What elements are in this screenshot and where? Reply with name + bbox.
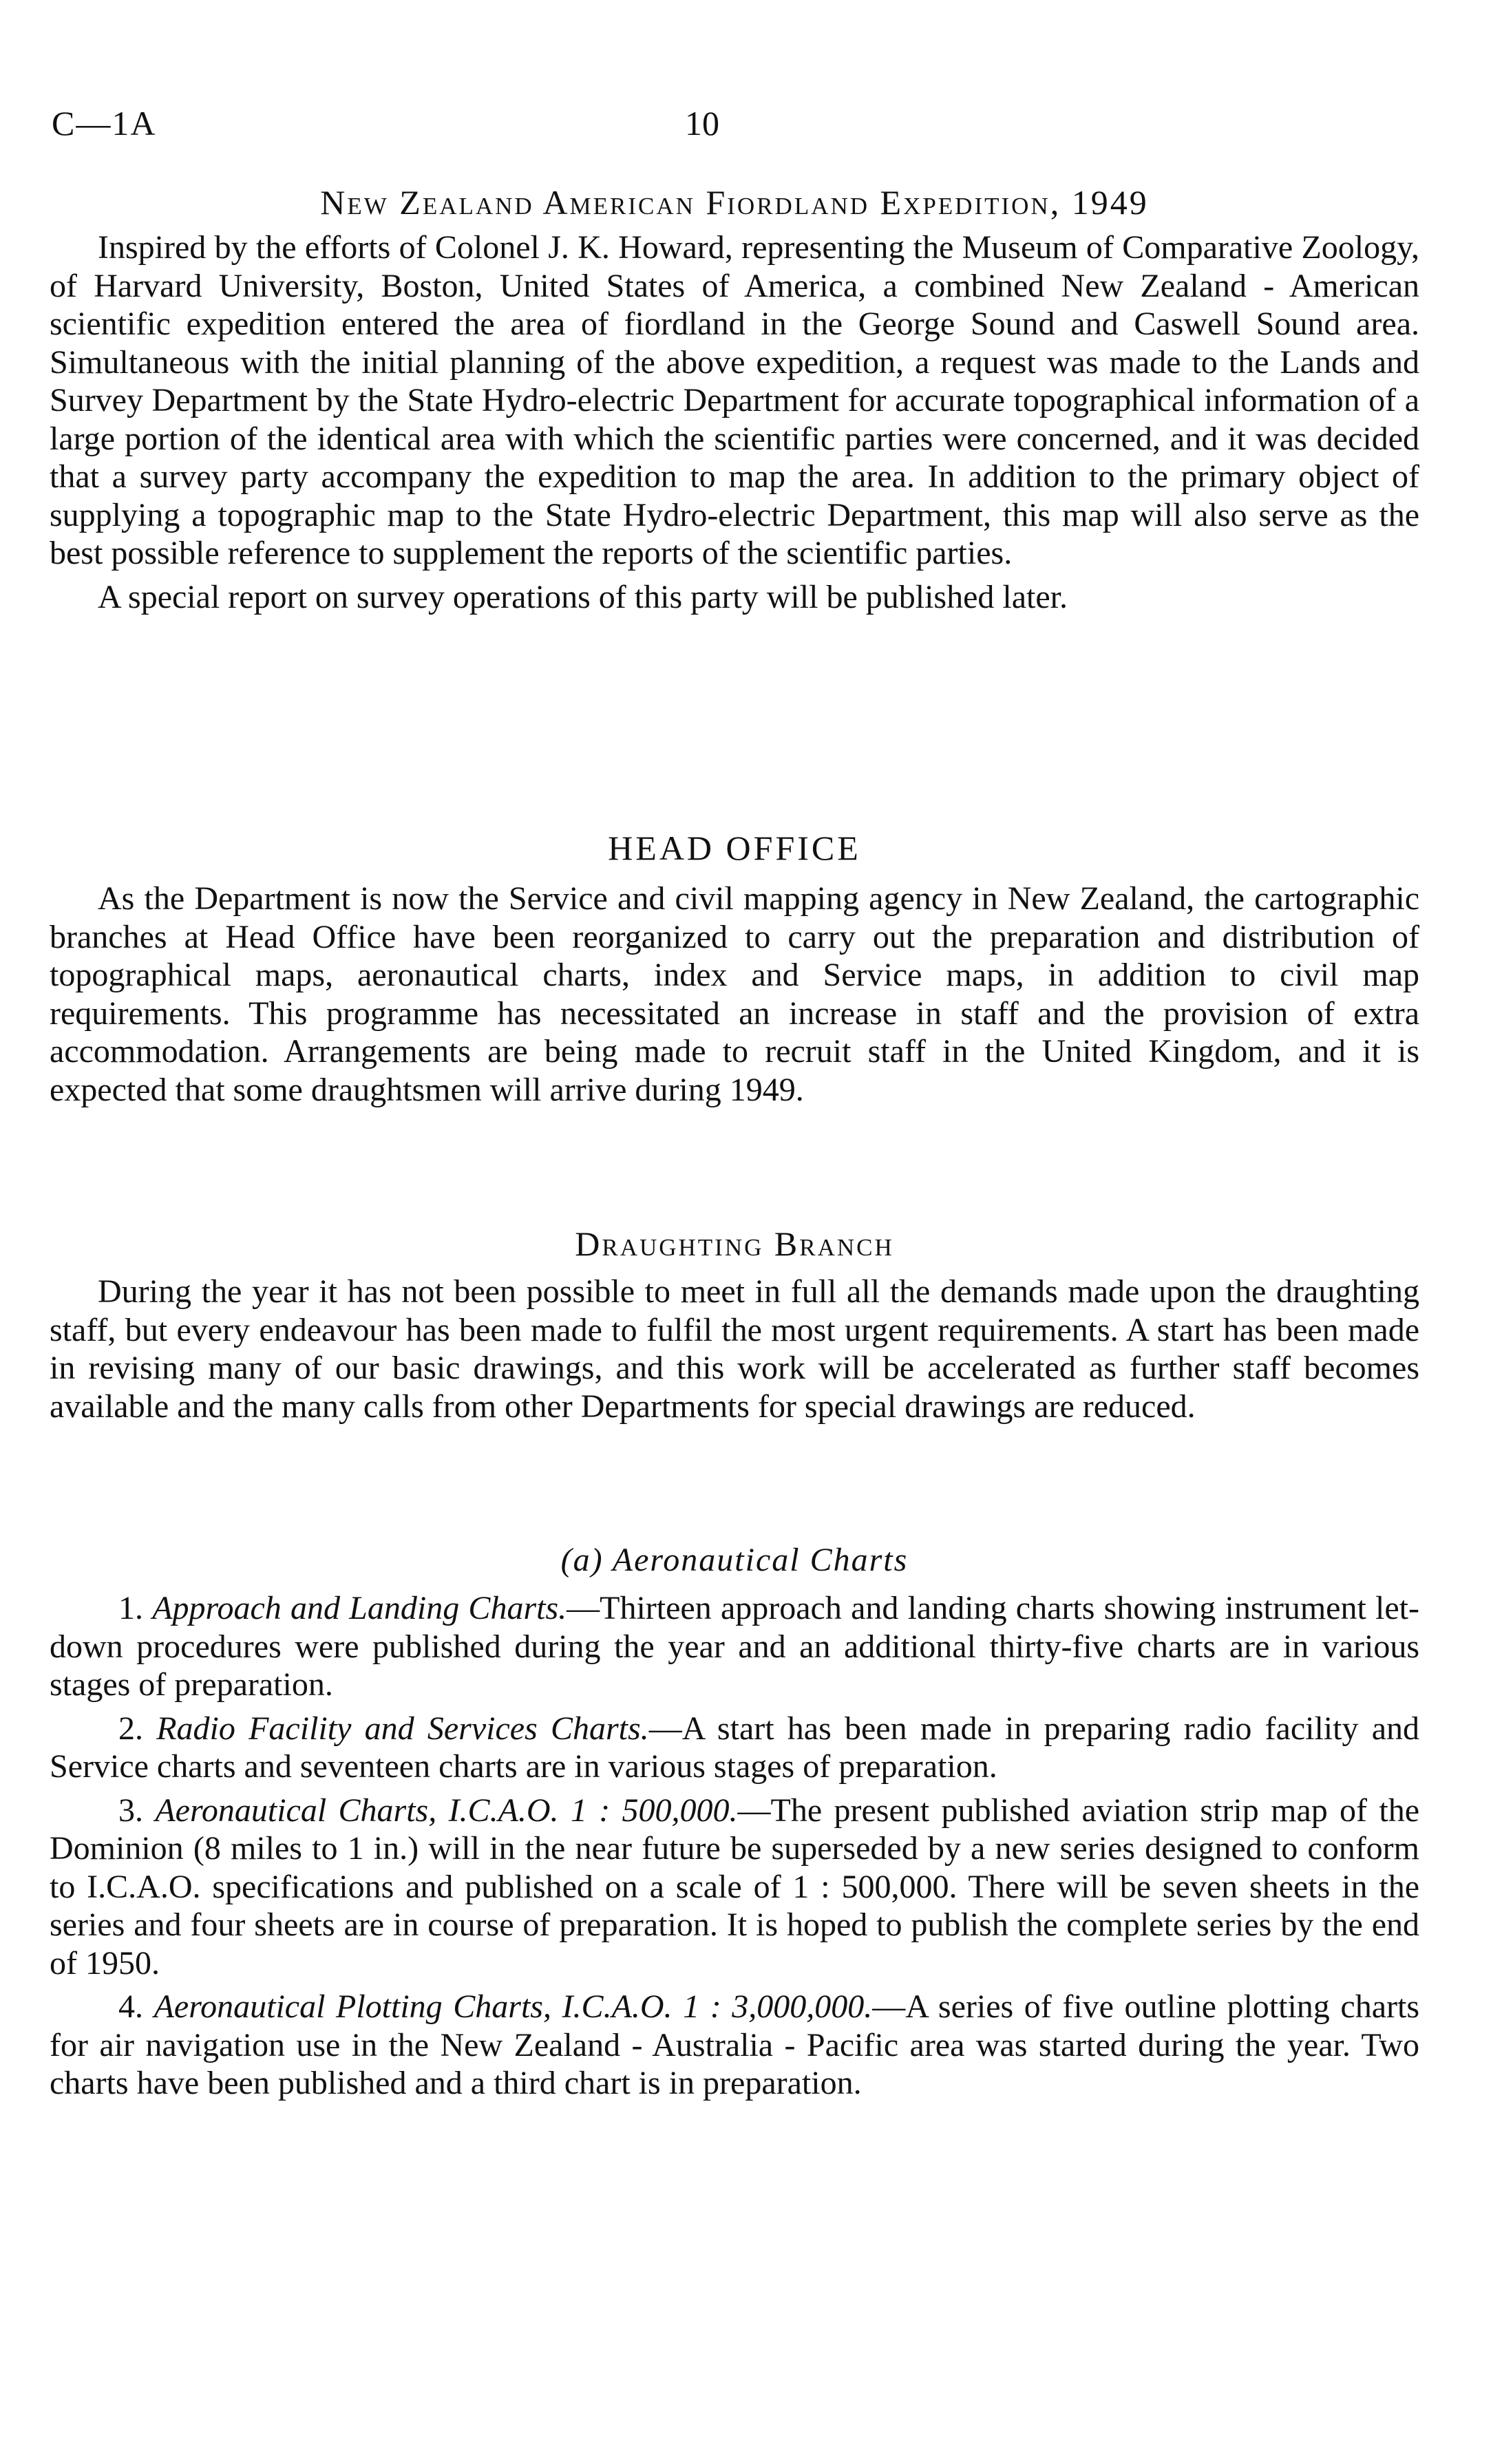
draughting-heading: Draughting Branch: [575, 1224, 894, 1263]
item-text: —A start has been made in preparing radio facility and Service charts and seventeen charts are in various stages of preparation.: [50, 1710, 1420, 1785]
list-item: [50, 1710, 1419, 1786]
list-item: [50, 1589, 1419, 1704]
item-title: Approach and Landing Charts.: [152, 1590, 567, 1626]
item-text: —A series of five outline plotting charts for air navigation use in the New Zealand - Australia - Pacific area was started during the year. Two charts have been published and a third chart is in preparation.: [50, 1988, 1419, 2101]
aeronautical-heading: (a) Aeronautical Charts: [560, 1542, 909, 1578]
head-office-section: [50, 826, 1419, 1109]
page-number: 10: [685, 104, 719, 142]
item-number: 1.: [118, 1590, 143, 1626]
item-number: 3.: [118, 1792, 143, 1829]
draughting-paragraph: During the year it has not been possible to meet in full all the demands made upon the draughting staff, but every endeavour has been made to fulfil the most urgent requirements. A start has been made in revising many of our basic drawings, and this work will be accelerated as further staff becomes available and the many calls from other Departments for special drawings are reduced.: [50, 1273, 1419, 1425]
item-number: 2.: [118, 1710, 143, 1747]
item-title: Aeronautical Charts, I.C.A.O. 1 : 500,000.: [155, 1792, 738, 1829]
head-office-heading: HEAD OFFICE: [608, 829, 861, 867]
list-item: [50, 1988, 1419, 2103]
expedition-paragraph-2: A special report on survey operations of this party will be published later.: [98, 578, 1068, 615]
head-office-paragraph: As the Department is now the Service and civil mapping agency in New Zealand, the cartographic branches at Head Office have been reorganized to carry out the preparation and distribution of topographical maps, aeronautical charts, index and Service maps, in addition to civil map requirements. This programme has necessitated an increase in staff and the provision of extra accommodation. Arrangements are being made to recruit staff in the United Kingdom, and it is expected that some draughtsmen will arrive during 1949.: [50, 880, 1419, 1108]
item-text: —The present published aviation strip map of the Dominion (8 miles to 1 in.) will in the near future be superseded by a new series designed to conform to I.C.A.O. specifications and published on a scale of 1 : 500,000. There will be seven sheets in the series and four sheets are in course of preparation. It is hoped to publish the complete series by the end of 1950.: [50, 1792, 1420, 1982]
expedition-paragraph-1: Inspired by the efforts of Colonel J. K. Howard, representing the Museum of Comparative Zoology, of Harvard University, Boston, United States of America, a combined New Zealand - American scientific expedition entered the area of fiordland in the George Sound and Caswell Sound area. Simultaneous with the initial planning of the above expedition, a request was made to the Lands and Survey Department by the State Hydro-electric Department for accurate topographical information of a large portion of the identical area with which the scientific parties were concerned, and it was decided that a survey party accompany the expedition to map the area. In addition to the primary object of supplying a topographic map to the State Hydro-electric Department, this map will also serve as the best possible reference to supplement the reports of the scientific parties.: [50, 229, 1419, 571]
item-number: 4.: [118, 1988, 143, 2025]
document-reference: C—1A: [52, 104, 157, 142]
aeronautical-section: [50, 1538, 1419, 2103]
list-item: [50, 1792, 1419, 1983]
page-header: [52, 103, 1428, 158]
item-title: Radio Facility and Services Charts.: [156, 1710, 649, 1747]
item-text: —Thirteen approach and landing charts showing instrument let-down procedures were published during the year and an additional thirty-five charts are in various stages of preparation.: [50, 1590, 1419, 1703]
item-title: Aeronautical Plotting Charts, I.C.A.O. 1 : 3,000,000.: [154, 1988, 873, 2025]
expedition-heading: New Zealand American Fiordland Expedition, 1949: [320, 183, 1149, 222]
expedition-section: [50, 180, 1419, 616]
draughting-section: [50, 1222, 1419, 1425]
